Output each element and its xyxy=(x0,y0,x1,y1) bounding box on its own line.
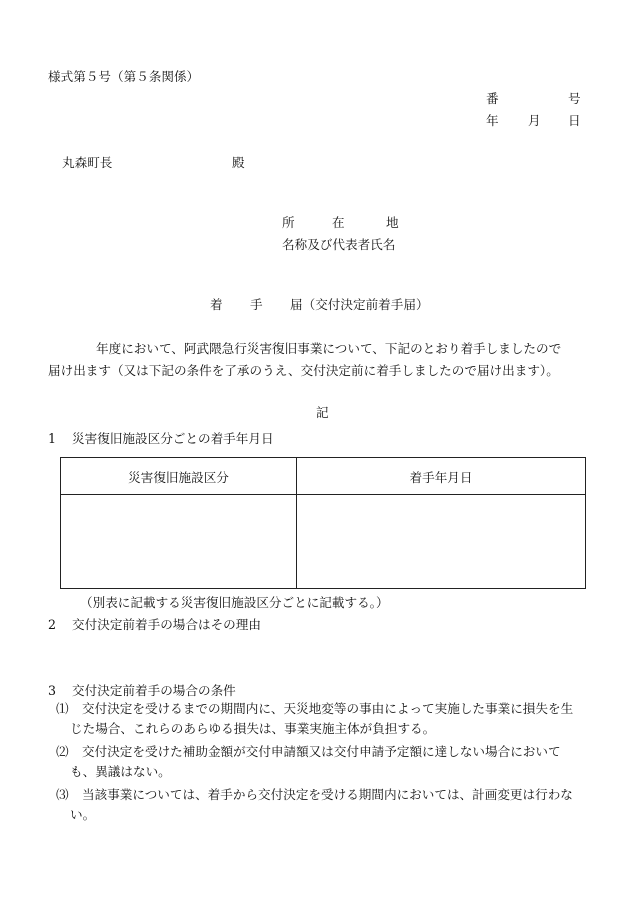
section-1-number: 1 xyxy=(48,431,57,446)
applicant-name-label: 名称及び代表者氏名 xyxy=(282,237,396,252)
condition-3-line-2: い。 xyxy=(70,807,96,822)
addressee-honorific: 殿 xyxy=(232,155,245,170)
location-char-1: 所 xyxy=(282,215,295,230)
cell-facility-category xyxy=(61,495,297,589)
condition-1-number: ⑴ xyxy=(56,701,69,716)
cell-start-date xyxy=(297,495,586,589)
form-label: 様式第５号（第５条関係） xyxy=(48,69,200,84)
condition-1 xyxy=(56,699,606,739)
section-3-title: 交付決定前着手の場合の条件 xyxy=(72,683,236,698)
condition-2 xyxy=(56,742,606,782)
number-go: 号 xyxy=(568,91,581,106)
section-1-heading xyxy=(48,428,274,447)
date-year: 年 xyxy=(486,113,499,128)
table-row xyxy=(61,495,586,589)
facility-date-table xyxy=(60,457,586,589)
condition-3-line-1: 当該事業については、着手から交付決定を受ける期間内においては、計画変更は行わな xyxy=(82,787,573,802)
number-line xyxy=(486,88,580,107)
condition-2-line-1: 交付決定を受けた補助金額が交付申請額又は交付申請予定額に達しない場合において xyxy=(82,744,561,759)
location-char-3: 地 xyxy=(386,215,399,230)
section-1-title: 災害復旧施設区分ごとの着手年月日 xyxy=(72,431,274,446)
condition-3 xyxy=(56,785,606,825)
title-char-3: 届（交付決定前着手届） xyxy=(290,297,429,312)
document-title xyxy=(210,294,429,313)
condition-2-number: ⑵ xyxy=(56,744,69,759)
condition-1-line-2: じた場合、これらのあらゆる損失は、事業実施主体が負担する。 xyxy=(70,721,436,736)
table-note: （別表に記載する災害復旧施設区分ごとに記載する。） xyxy=(80,595,389,610)
body-paragraph xyxy=(48,338,604,382)
condition-1-line-1: 交付決定を受けるまでの期間内に、天災地変等の事由によって実施した事業に損失を生 xyxy=(82,701,574,716)
condition-3-number: ⑶ xyxy=(56,787,69,802)
ki-label: 記 xyxy=(316,405,329,420)
body-line-2: 届け出ます（又は下記の条件を了承のうえ、交付決定前に着手しましたので届け出ます）。 xyxy=(48,363,559,378)
addressee-name: 丸森町長 xyxy=(62,155,113,170)
section-3-heading xyxy=(48,680,236,699)
date-line xyxy=(486,110,580,129)
title-char-2: 手 xyxy=(250,297,263,312)
section-2-title: 交付決定前着手の場合はその理由 xyxy=(72,617,261,632)
section-2-heading xyxy=(48,614,261,633)
table-header-row xyxy=(61,458,586,495)
date-month: 月 xyxy=(528,113,541,128)
header-facility-category: 災害復旧施設区分 xyxy=(61,458,297,495)
section-2-number: 2 xyxy=(48,617,57,632)
number-ban: 番 xyxy=(486,91,499,106)
applicant-location xyxy=(282,212,399,231)
location-char-2: 在 xyxy=(332,215,345,230)
title-char-1: 着 xyxy=(210,297,223,312)
date-day: 日 xyxy=(568,113,581,128)
body-line-1: 年度において、阿武隈急行災害復旧事業について、下記のとおり着手しましたので xyxy=(96,341,562,356)
section-3-number: 3 xyxy=(48,683,57,698)
condition-2-line-2: も、異議はない。 xyxy=(70,764,171,779)
header-start-date: 着手年月日 xyxy=(297,458,586,495)
